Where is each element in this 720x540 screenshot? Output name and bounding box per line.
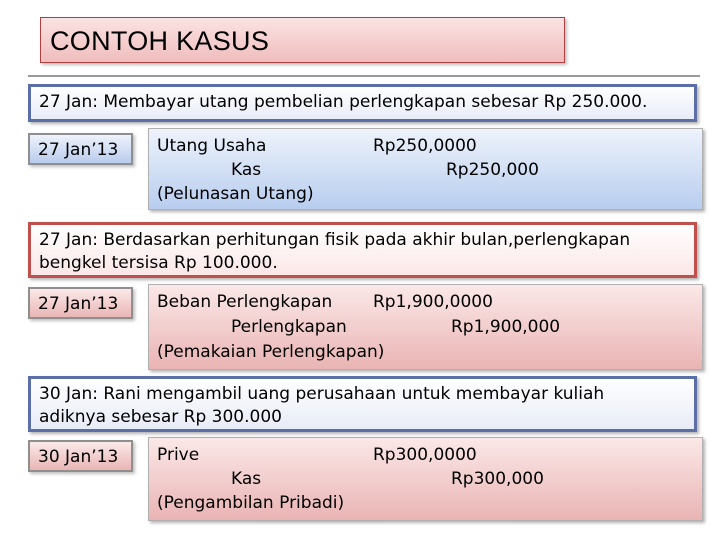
- case-1-date: [28, 133, 133, 165]
- title-box: [40, 17, 565, 63]
- page-title: CONTOH KASUS: [50, 26, 270, 56]
- case-2-credit-account: Perlengkapan: [231, 317, 347, 337]
- case-3-description-line-1: 30 Jan: Rani mengambil uang perusahaan untuk membayar kuliah: [39, 384, 605, 404]
- case-3-journal-entry: [148, 437, 703, 521]
- case-2-journal-entry: [148, 284, 703, 370]
- case-2-debit-amount: Rp1,900,0000: [373, 292, 493, 312]
- case-2-description-line-2: bengkel tersisa Rp 100.000.: [39, 253, 278, 273]
- case-1-journal-entry: [148, 128, 703, 210]
- case-1-credit-account: Kas: [231, 160, 262, 180]
- case-2-date-text: 27 Jan’13: [38, 294, 119, 314]
- case-3-debit-amount: Rp300,0000: [373, 445, 477, 465]
- case-2-date: [28, 287, 133, 319]
- case-3-debit-account: Prive: [157, 445, 200, 465]
- case-1-description: [28, 84, 697, 122]
- case-1-debit-account: Utang Usaha: [157, 136, 267, 156]
- case-2-note: (Pemakaian Perlengkapan): [157, 342, 385, 362]
- case-3-description-line-2: adiknya sebesar Rp 300.000: [39, 407, 282, 427]
- case-2-description-line-1: 27 Jan: Berdasarkan perhitungan fisik pada akhir bulan,perlengkapan: [39, 230, 631, 250]
- title-divider: [28, 75, 700, 77]
- case-1-credit-amount: Rp250,000: [446, 160, 539, 180]
- case-3-date: [28, 440, 133, 472]
- case-3-note: (Pengambilan Pribadi): [157, 493, 345, 513]
- case-3-date-text: 30 Jan’13: [38, 447, 119, 467]
- case-3-credit-amount: Rp300,000: [451, 469, 544, 489]
- case-1-note: (Pelunasan Utang): [157, 184, 314, 204]
- case-3-credit-account: Kas: [231, 469, 262, 489]
- case-2-credit-amount: Rp1,900,000: [451, 317, 561, 337]
- case-3-description: [28, 376, 697, 432]
- case-2-description: [28, 222, 697, 278]
- case-1-debit-amount: Rp250,0000: [373, 136, 477, 156]
- case-1-date-text: 27 Jan’13: [38, 140, 119, 160]
- case-1-description-text: 27 Jan: Membayar utang pembelian perlengkapan sebesar Rp 250.000.: [39, 92, 648, 112]
- case-2-debit-account: Beban Perlengkapan: [157, 292, 333, 312]
